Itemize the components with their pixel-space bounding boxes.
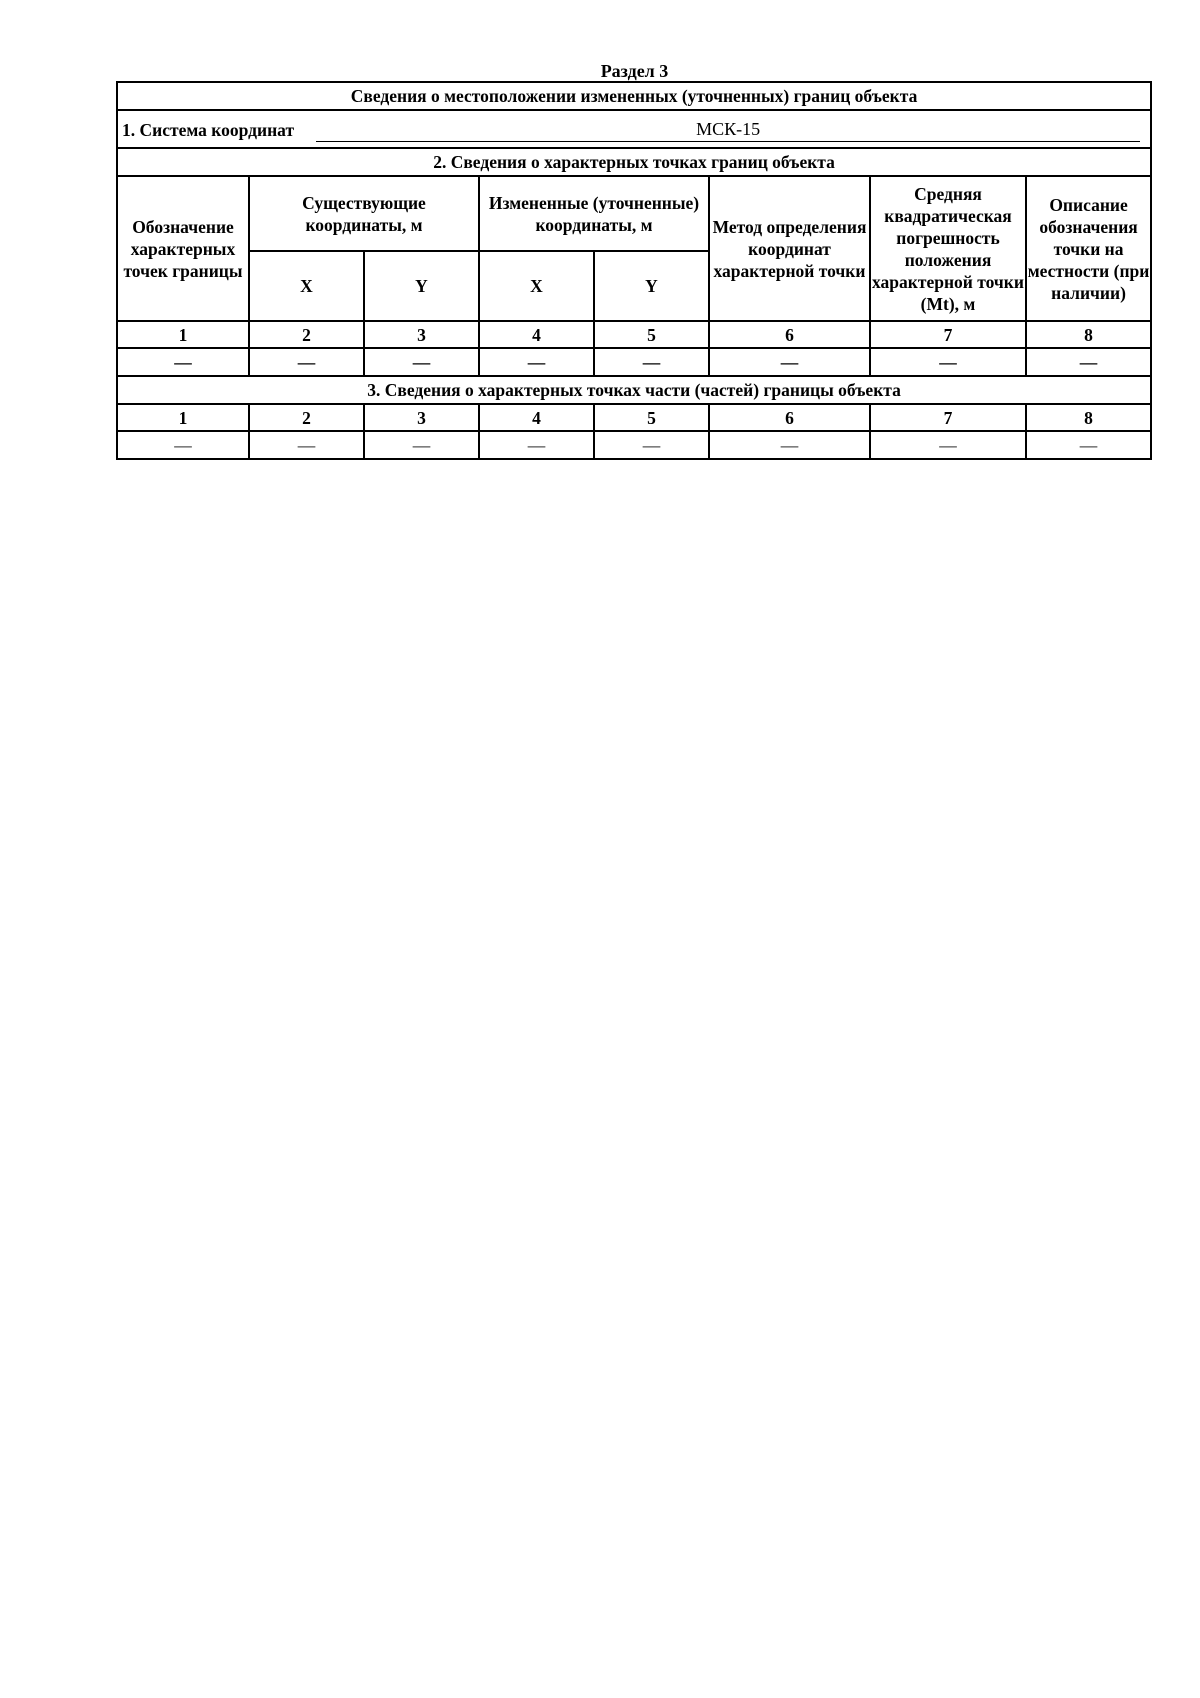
column-number: 4 xyxy=(479,321,594,348)
table-cell: — xyxy=(479,348,594,376)
coordinate-system-value: МСК-15 xyxy=(316,119,1140,142)
section2-title: 2. Сведения о характерных точках границ объекта xyxy=(117,148,1151,176)
header-existing-y: Y xyxy=(364,251,479,321)
column-number: 3 xyxy=(364,321,479,348)
column-number: 6 xyxy=(709,404,870,431)
table-cell: — xyxy=(117,348,249,376)
table-cell: — xyxy=(249,431,364,459)
column-number: 5 xyxy=(594,404,709,431)
column-number: 3 xyxy=(364,404,479,431)
table-title: Сведения о местоположении измененных (уточненных) границ объекта xyxy=(117,82,1151,110)
table-cell: — xyxy=(364,431,479,459)
table-cell: — xyxy=(117,431,249,459)
header-changed-y: Y xyxy=(594,251,709,321)
header-description: Описание обозначения точки на местности (при наличии) xyxy=(1026,176,1151,321)
column-number: 8 xyxy=(1026,321,1151,348)
column-number-row xyxy=(117,404,1151,431)
table-cell: — xyxy=(870,348,1026,376)
table-cell: — xyxy=(364,348,479,376)
column-number: 7 xyxy=(870,404,1026,431)
table-cell: — xyxy=(870,431,1026,459)
table-cell: — xyxy=(1026,431,1151,459)
column-number: 2 xyxy=(249,404,364,431)
section3-title: 3. Сведения о характерных точках части (частей) границы объекта xyxy=(117,376,1151,404)
section-title: Раздел 3 xyxy=(600,61,669,81)
header-changed-coordinates: Измененные (уточненные) координаты, м xyxy=(479,176,709,251)
column-number: 4 xyxy=(479,404,594,431)
column-number: 1 xyxy=(117,321,249,348)
table-cell: — xyxy=(479,431,594,459)
table-cell: — xyxy=(594,348,709,376)
table-row xyxy=(117,348,1151,376)
column-number-row xyxy=(117,321,1151,348)
table-cell: — xyxy=(709,348,870,376)
table-cell: — xyxy=(594,431,709,459)
column-number: 6 xyxy=(709,321,870,348)
coordinate-system-row xyxy=(117,110,1151,148)
coordinate-system-label: 1. Система координат xyxy=(122,120,295,140)
table-cell: — xyxy=(249,348,364,376)
header-existing-x: X xyxy=(249,251,364,321)
header-changed-x: X xyxy=(479,251,594,321)
header-existing-coordinates: Существующие координаты, м xyxy=(249,176,479,251)
column-number: 1 xyxy=(117,404,249,431)
column-number: 2 xyxy=(249,321,364,348)
boundary-points-table xyxy=(116,81,1152,460)
column-number: 7 xyxy=(870,321,1026,348)
header-mse: Средняя квадратическая погрешность положения характерной точки (Mt), м xyxy=(870,176,1026,321)
header-designation: Обозначение характерных точек границы xyxy=(117,176,249,321)
column-number: 5 xyxy=(594,321,709,348)
column-number: 8 xyxy=(1026,404,1151,431)
table-row xyxy=(117,431,1151,459)
table-cell: — xyxy=(1026,348,1151,376)
header-method: Метод определения координат характерной точки xyxy=(709,176,870,321)
table-cell: — xyxy=(709,431,870,459)
